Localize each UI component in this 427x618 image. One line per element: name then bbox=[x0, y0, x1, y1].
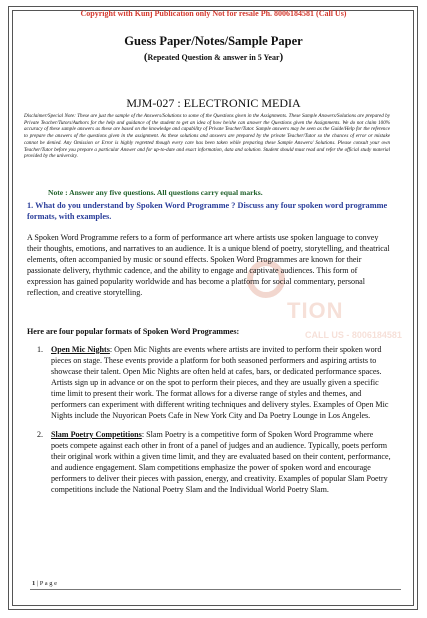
disclaimer-text: Disclaimer/Special Note: These are just the sample of the Answers/Solutions to some of the Questions given in the Assignments. These Sample Answers/Solutions are prepared by Private Teacher/Tutors/Authors for the help and guidance of the student to get an idea of how he/she can answer the Questions given the Assignments. We do not claim 100% accuracy of these sample answers as these are based on the knowledge and capability of Private Teacher/Tutor. Sample answers may be seen as the Guide/Help for the reference to prepare the answers of the questions given in the assignment. As these solutions and answers are prepared by the private Teacher/Tutor so the chances of error or mistake cannot be denied. Any Omission or Error is highly regretted though every care has been taken while preparing these Sample Answers/ Solutions. Please consult your own Teacher/Tutor before you prepare a particular Answer and for up-to-date and exact information, data and solution. Student should must read and refer the official study material provided by the university. bbox=[24, 113, 390, 160]
list-item-text: : Slam Poetry is a competitive form of Spoken Word Programme where poets compete against each other in front of a panel of judges and an audience. Typically, poets perform their original work within a given time limit, and they are evaluated based on their content, performance, and audience engagement. Slam competitions emphasize the power of spoken word and encourage performers to deliver their pieces with passion, energy, and creativity. Examples of popular Slam Poetry competitions include the National Poetry Slam and the Individual World Poetry Slam. bbox=[51, 430, 391, 494]
subtitle-text: Repeated Question & answer in 5 Year bbox=[147, 53, 280, 62]
list-item-number: 2. bbox=[37, 430, 44, 439]
list-item-number: 1. bbox=[37, 345, 44, 354]
list-item-text: : Open Mic Nights are events where artists are invited to perform their spoken word pieces on stage. These events provide a platform for both seasoned performers and aspiring artists to showcase their talent. Open Mic Nights are often held at cafes, bars, or dedicated performance spaces. Artists sign up in advance or on the spot to perform their pieces, and they are usually given a specific time limit to present their work. The format allows for a diverse range of styles and themes, and performers can experiment with different writing techniques and delivery styles. Examples of Open Mic Nights include the Nuyorican Poets Cafe in New York City and Da Poetry Lounge in Los Angeles. bbox=[51, 345, 389, 420]
footer-divider bbox=[30, 589, 401, 590]
page-label: | P a g e bbox=[36, 580, 58, 587]
copyright-line: Copyright with Kunj Publication only Not for resale Ph. 8006184581 (Call Us) bbox=[80, 9, 347, 18]
list-item bbox=[37, 429, 391, 495]
watermark-call-text: CALL US - 8006184581 bbox=[305, 330, 402, 340]
watermark-text: TION bbox=[287, 298, 344, 323]
intro-paragraph: A Spoken Word Programme refers to a form of performance art where artists use spoken language to convey their thoughts, emotions, and narratives to an audience. It is a unique blend of poetry, storytelling, and theatrical elements, often accompanied by music or sound effects. Spoken Word Programmes are known for their passionate delivery, rhythmic cadence, and the ability to engage and captivate audiences. This form of expression has gained popularity worldwide and has become a platform for social commentary, personal reflection, and creative storytelling. bbox=[27, 233, 390, 297]
page-number: 1 bbox=[32, 580, 36, 587]
question-heading: 1. What do you understand by Spoken Word Programme ? Discuss any four spoken word programme formats, with examples. bbox=[27, 201, 388, 221]
list-item-term: Open Mic Nights bbox=[51, 345, 110, 354]
formats-list bbox=[37, 344, 391, 503]
formats-heading: Here are four popular formats of Spoken Word Programmes: bbox=[27, 327, 240, 336]
document-subtitle: (Repeated Question & answer in 5 Year) bbox=[143, 51, 284, 63]
list-item-term: Slam Poetry Competitions bbox=[51, 430, 142, 439]
document-title: Guess Paper/Notes/Sample Paper bbox=[124, 34, 303, 48]
exam-note: Note : Answer any five questions. All questions carry equal marks. bbox=[48, 188, 263, 197]
course-title: MJM-027 : ELECTRONIC MEDIA bbox=[126, 96, 301, 110]
list-item bbox=[37, 344, 391, 421]
page-footer bbox=[32, 580, 57, 587]
